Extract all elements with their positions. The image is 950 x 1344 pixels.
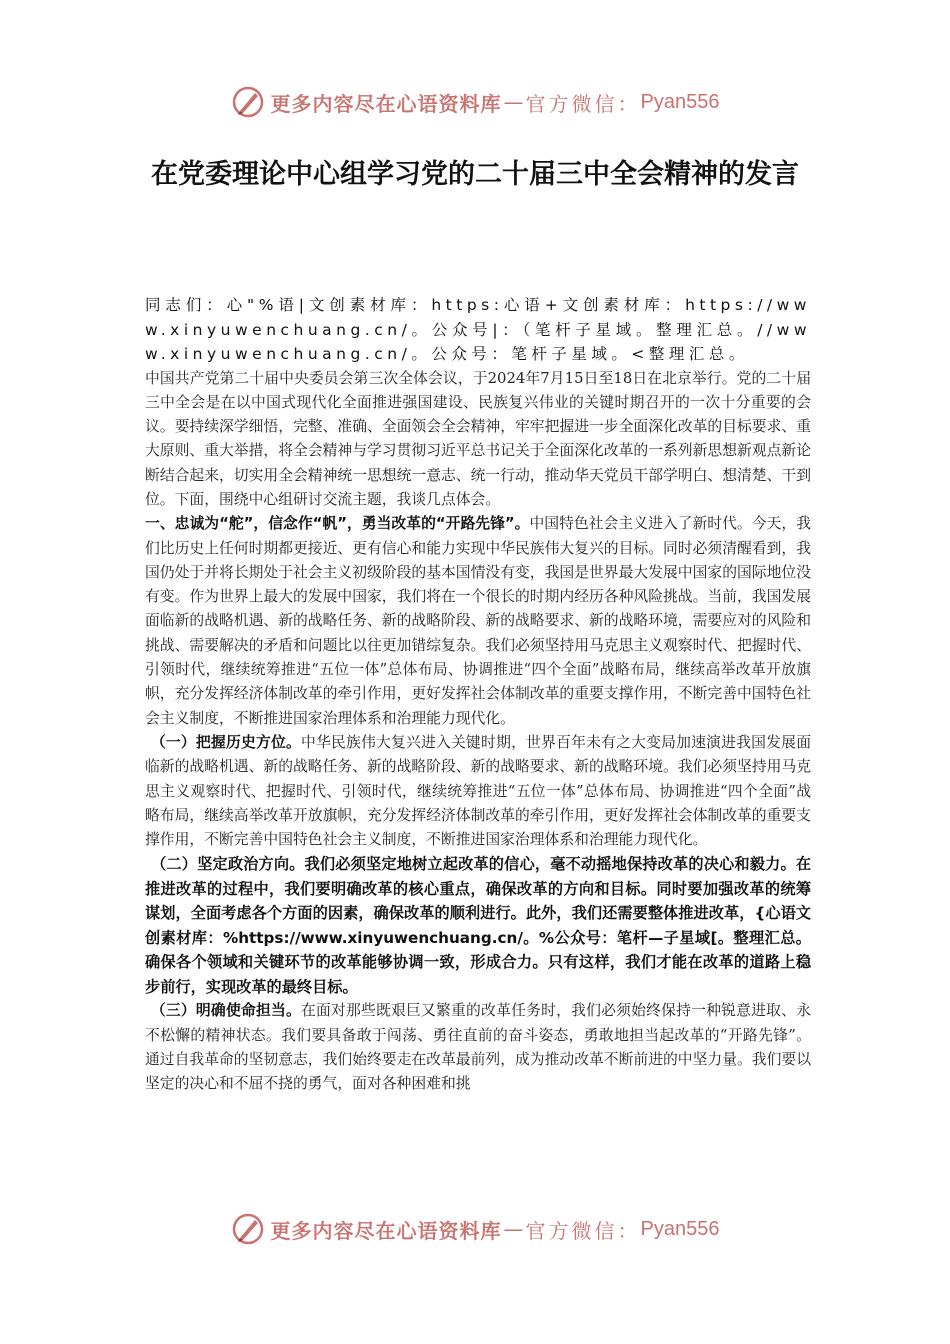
banner-wechat-id: Pyan556 <box>640 90 720 113</box>
banner-wechat-id: Pyan556 <box>640 1217 720 1240</box>
banner-text: 更多内容尽在心语资料库 <box>270 1218 502 1243</box>
document-title: 在党委理论中心组学习党的二十届三中全会精神的发言 <box>151 159 799 190</box>
pen-logo-icon <box>231 1212 265 1246</box>
subsection-three-body: 在面对那些既艰巨又繁重的改革任务时，我们必须始终保持一种锐意进取、永不松懈的精神状态。我们要具备敢于闯荡、勇往直前的奋斗姿态，勇敢地担当起改革的“开路先锋”。通过自我革命的坚韧意志，我们始终要走在改革最前列，成为推动改革不断前进的中坚力量。我们要以坚定的决心和不屈不挠的勇气，面对各种困难和挑 <box>145 1002 811 1093</box>
banner-text: 更多内容尽在心语资料库 <box>270 91 502 116</box>
subsection-one-heading: （一）把握历史方位。 <box>150 733 301 751</box>
subsection-one-paragraph <box>145 731 811 852</box>
banner-wechat-label: 官方微信： <box>525 91 641 116</box>
intro-paragraph: 中国共产党第二十届中央委员会第三次全体会议，于2024年7月15日至18日在北京举行。党的二十届三中全会是在以中国式现代化全面推进强国建设、民族复兴伟业的关键时期召开的一次十分重要的会议。要持续深学细悟，完整、准确、全面领会全会精神，牢牢把握进一步全面深化改革的目标要求、重大原则、重大举措，将全会精神与学习贯彻习近平总书记关于全面深化改革的一系列新思想新观点新论断结合起来，切实用全会精神统一思想统一意志、统一行动，推动华天党员干部学明白、想清楚、干到位。下面，围绕中心组研讨交流主题，我谈几点体会。 <box>145 369 811 508</box>
pen-logo-icon <box>231 85 265 119</box>
banner-wechat-label: 官方微信： <box>525 1218 641 1243</box>
subsection-three-paragraph <box>145 999 811 1096</box>
section-one-paragraph <box>145 512 811 731</box>
greeting-paragraph: 同志们：心"%语|文创素材库：https:心语+文创素材库：https://www.xinyuwenchuang.cn/。公众号|：（笔杆子星域。整理汇总。//www.xinyuwenchuang.cn/。公众号：笔杆子星域。<整理汇总。 <box>145 296 811 363</box>
banner-separator: — <box>503 1217 524 1241</box>
footer-banner <box>0 1209 950 1249</box>
document-body <box>145 293 811 1097</box>
subsection-two-paragraph: （二）坚定政治方向。我们必须坚定地树立起改革的信心，毫不动摇地保持改革的决心和毅力。在推进改革的过程中，我们要明确改革的核心重点，确保改革的方向和目标。同时要加强改革的统筹谋划，全面考虑各个方面的因素，确保改革的顺利进行。此外，我们还需要整体推进改革，{心语文创素材库：%https://www.xinyuwenchuang.cn/。%公众号：笔杆—子星域[。整理汇总。确保各个领域和关键环节的改革能够协调一致，形成合力。只有这样，我们才能在改革的道路上稳步前行，实现改革的最终目标。 <box>145 855 811 996</box>
header-banner <box>0 82 950 122</box>
section-one-body: 中国特色社会主义进入了新时代。今天，我们比历史上任何时期都更接近、更有信心和能力实现中华民族伟大复兴的目标。同时必须清醒看到，我国仍处于并将长期处于社会主义初级阶段的基本国情没有变，我国是世界最大发展中国家的国际地位没有变。作为世界上最大的发展中国家，我们将在一个很长的时期内经历各种风险挑战。当前，我国发展面临新的战略机遇、新的战略任务、新的战略阶段、新的战略要求、新的战略环境，需要应对的风险和挑战、需要解决的矛盾和问题比以往更加错综复杂。我们必须坚持用马克思主义观察时代、把握时代、引领时代，继续统筹推进“五位一体”总体布局、协调推进“四个全面”战略布局，继续高举改革开放旗帜，充分发挥经济体制改革的牵引作用，更好发挥社会体制改革的重要支撑作用，不断完善中国特色社会主义制度，不断推进国家治理体系和治理能力现代化。 <box>145 515 811 727</box>
banner-separator: — <box>503 90 524 114</box>
subsection-three-heading: （三）明确使命担当。 <box>150 1002 301 1020</box>
section-one-heading: 一、忠诚为“舵”，信念作“帆”，勇当改革的“开路先锋”。 <box>145 515 530 533</box>
subsection-one-body: 中华民族伟大复兴进入关键时期，世界百年未有之大变局加速演进我国发展面临新的战略机遇、新的战略任务、新的战略阶段、新的战略要求、新的战略环境。我们必须坚持用马克思主义观察时代、把握时代、引领时代，继续统筹推进“五位一体”总体布局、协调推进“四个全面”战略布局，继续高举改革开放旗帜，充分发挥经济体制改革的牵引作用，更好发挥社会体制改革的重要支撑作用，不断完善中国特色社会主义制度，不断推进国家治理体系和治理能力现代化。 <box>145 733 811 849</box>
